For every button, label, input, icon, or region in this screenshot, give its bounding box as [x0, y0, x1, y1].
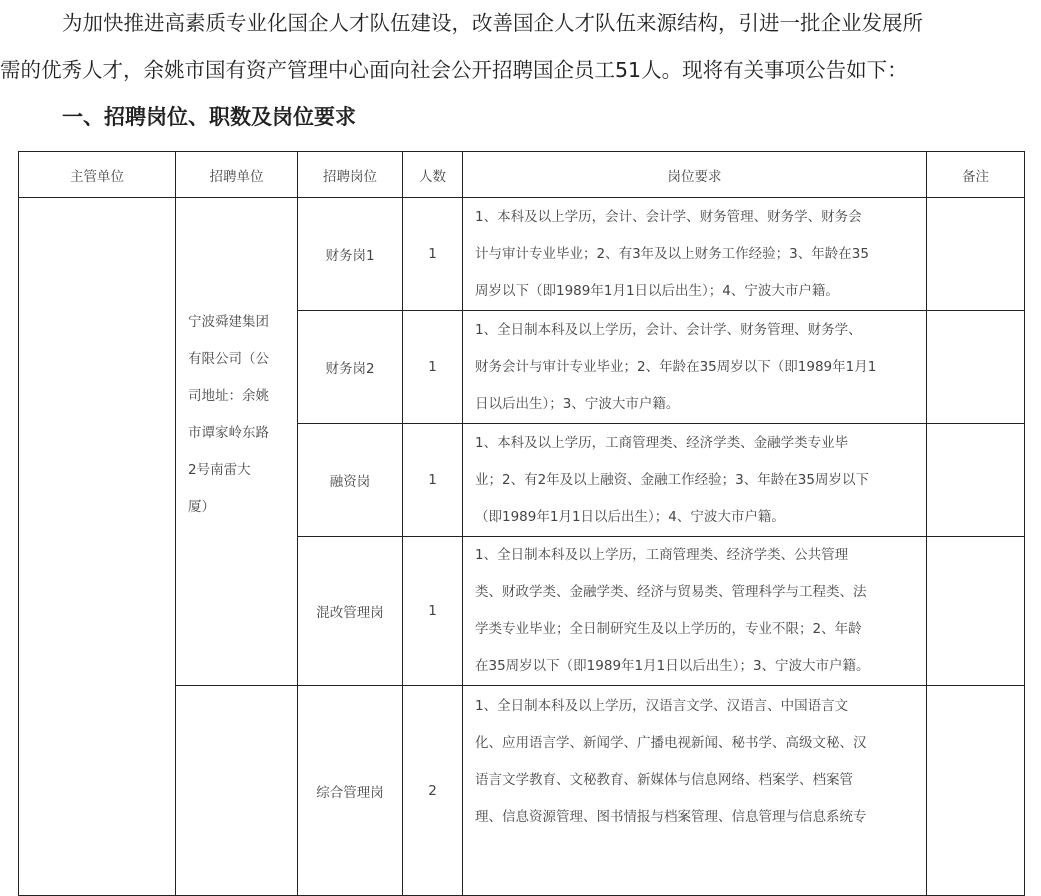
requirements-cell — [463, 686, 927, 896]
supervisor-cell — [19, 198, 176, 896]
position-cell: 综合管理岗 — [298, 686, 403, 896]
header-cell: 招聘单位 — [176, 152, 298, 198]
requirements-cell — [463, 424, 927, 537]
req-line: 学类专业毕业；全日制研究生及以上学历的，专业不限；2、年龄 — [475, 621, 862, 637]
intro-paragraph — [0, 0, 1041, 94]
req-line: 1、本科及以上学历，会计、会计学、财务管理、财务学、财务会 — [475, 208, 862, 225]
req-line: 周岁以下（即1989年1月1日以后出生）；4、宁波大市户籍。 — [475, 282, 839, 299]
position-cell: 混改管理岗 — [298, 537, 403, 686]
requirements-cell — [463, 537, 927, 686]
req-line: 语言文学教育、文秘教育、新媒体与信息网络、档案学、档案管 — [475, 772, 853, 788]
req-line: 1、全日制本科及以上学历，工商管理类、经济学类、公共管理 — [475, 547, 849, 563]
table-header-row — [19, 152, 1025, 198]
req-line: 财务会计与审计专业毕业；2、年龄在35周岁以下（即1989年1月1 — [475, 358, 877, 375]
count-cell: 1 — [403, 424, 463, 537]
header-cell: 招聘岗位 — [298, 152, 403, 198]
remarks-cell — [927, 686, 1025, 896]
header-cell: 备注 — [927, 152, 1025, 198]
header-cell: 岗位要求 — [463, 152, 927, 198]
req-line: 理、信息资源管理、图书情报与档案管理、信息管理与信息系统专 — [475, 809, 867, 825]
remarks-cell — [927, 198, 1025, 311]
employer-line: 宁波舜建集团 — [188, 314, 269, 330]
req-line: 业；2、有2年及以上融资、金融工作经验；3、年龄在35周岁以下 — [475, 471, 869, 488]
req-line: 类、财政学类、金融学类、经济与贸易类、管理科学与工程类、法 — [475, 584, 867, 600]
employer-line: 2号南雷大 — [188, 462, 251, 478]
req-line: （即1989年1月1日以后出生）；4、宁波大市户籍。 — [475, 508, 785, 525]
req-line: 1、本科及以上学历，工商管理类、经济学类、金融学类专业毕 — [475, 434, 849, 451]
requirements-cell — [463, 311, 927, 424]
intro-line: 需的优秀人才，余姚市国有资产管理中心面向社会公开招聘国企员工51人。现将有关事项公告如下： — [0, 58, 908, 82]
table-row — [19, 198, 1025, 311]
requirements-cell — [463, 198, 927, 311]
count-cell: 1 — [403, 198, 463, 311]
position-cell: 财务岗1 — [298, 198, 403, 311]
count-cell: 2 — [403, 686, 463, 896]
req-line: 1、全日制本科及以上学历，汉语言文学、汉语言、中国语言文 — [475, 698, 849, 714]
req-line: 日以后出生）；3、宁波大市户籍。 — [475, 395, 680, 412]
position-cell: 融资岗 — [298, 424, 403, 537]
count-cell: 1 — [403, 537, 463, 686]
employer-line: 厦） — [188, 499, 215, 515]
remarks-cell — [927, 537, 1025, 686]
header-cell: 主管单位 — [19, 152, 176, 198]
position-cell: 财务岗2 — [298, 311, 403, 424]
employer-line: 司地址：余姚 — [188, 388, 269, 404]
recruitment-table — [18, 151, 1025, 896]
remarks-cell — [927, 424, 1025, 537]
employer-line: 有限公司（公 — [188, 351, 269, 367]
req-line: 化、应用语言学、新闻学、广播电视新闻、秘书学、高级文秘、汉 — [475, 735, 867, 751]
header-cell: 人数 — [403, 152, 463, 198]
section-title: 一、招聘岗位、职数及岗位要求 — [62, 105, 356, 129]
employer-cell — [176, 686, 298, 896]
employer-cell — [176, 198, 298, 686]
employer-line: 市谭家岭东路 — [188, 425, 269, 441]
remarks-cell — [927, 311, 1025, 424]
req-line: 1、全日制本科及以上学历，会计、会计学、财务管理、财务学、 — [475, 321, 862, 338]
intro-line: 为加快推进高素质专业化国企人才队伍建设，改善国企人才队伍来源结构，引进一批企业发展所 — [62, 11, 923, 35]
count-cell: 1 — [403, 311, 463, 424]
req-line: 在35周岁以下（即1989年1月1日以后出生）；3、宁波大市户籍。 — [475, 658, 870, 674]
req-line: 计与审计专业毕业；2、有3年及以上财务工作经验；3、年龄在35 — [475, 245, 869, 262]
